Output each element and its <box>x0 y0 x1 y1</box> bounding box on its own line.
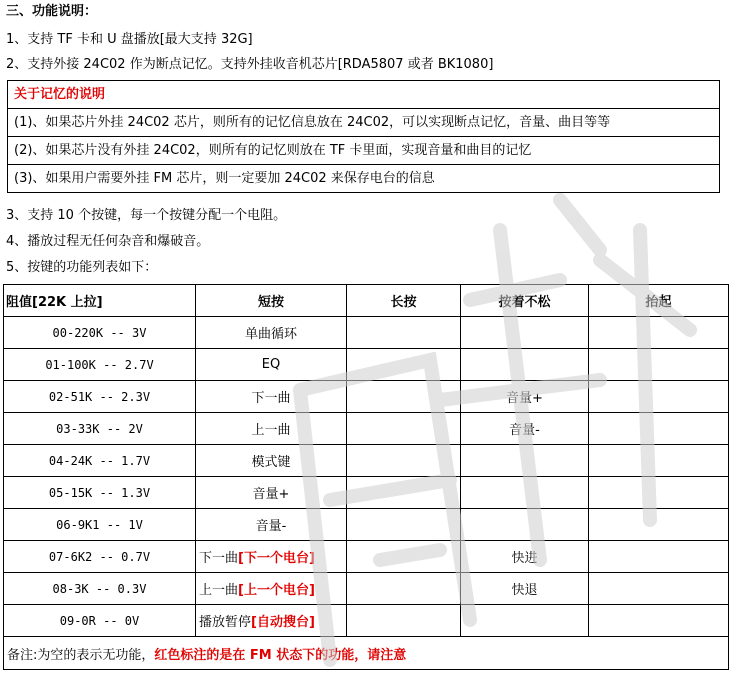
table-note-row <box>4 637 729 670</box>
table-header-row <box>4 285 729 317</box>
short-press-label: 音量- <box>255 519 287 534</box>
table-row <box>4 413 729 445</box>
cell-hold <box>461 605 589 637</box>
table-row <box>4 349 729 381</box>
cell-short-press <box>196 317 347 349</box>
table-row <box>4 605 729 637</box>
cell-hold <box>461 509 589 541</box>
header-long-press: 长按 <box>347 285 461 317</box>
cell-resistance: 06-9K1 -- 1V <box>4 509 196 541</box>
cell-short-press <box>196 413 347 445</box>
cell-long-press <box>347 605 461 637</box>
section-title: 三、功能说明： <box>6 4 98 19</box>
cell-long-press <box>347 381 461 413</box>
cell-release <box>589 413 729 445</box>
feature-3: 3、支持 10 个按键，每一个按键分配一个电阻。 <box>6 208 287 223</box>
short-press-label: 音量+ <box>252 487 290 502</box>
cell-long-press <box>347 445 461 477</box>
cell-hold <box>461 445 589 477</box>
cell-short-press <box>196 381 347 413</box>
short-press-label: 下一曲 <box>199 551 239 566</box>
table-row <box>4 445 729 477</box>
cell-hold <box>461 349 589 381</box>
cell-release <box>589 477 729 509</box>
cell-short-press <box>196 477 347 509</box>
cell-short-press <box>196 509 347 541</box>
table-row <box>4 573 729 605</box>
cell-short-press <box>196 349 347 381</box>
cell-release <box>589 381 729 413</box>
memory-item-3: (3)、如果用户需要外挂 FM 芯片，则一定要加 24C02 来保存电台的信息 <box>8 164 719 192</box>
cell-long-press <box>347 509 461 541</box>
table-row <box>4 541 729 573</box>
note-red: 红色标注的是在 FM 状态下的功能，请注意 <box>154 647 407 663</box>
cell-release <box>589 541 729 573</box>
feature-2: 2、支持外接 24C02 作为断点记忆。支持外挂收音机芯片[RDA5807 或者 BK1080] <box>6 57 494 72</box>
cell-resistance: 09-0R -- 0V <box>4 605 196 637</box>
cell-release <box>589 509 729 541</box>
memory-item-2: (2)、如果芯片没有外挂 24C02，则所有的记忆则放在 TF 卡里面，实现音量和曲目的记忆 <box>8 136 719 164</box>
cell-long-press <box>347 541 461 573</box>
cell-long-press <box>347 317 461 349</box>
short-press-fm-label: [下一个电台] <box>238 551 315 566</box>
table-row <box>4 509 729 541</box>
cell-hold: 音量- <box>461 413 589 445</box>
cell-hold <box>461 477 589 509</box>
cell-resistance: 02-51K -- 2.3V <box>4 381 196 413</box>
feature-4: 4、播放过程无任何杂音和爆破音。 <box>6 234 210 249</box>
cell-short-press <box>196 445 347 477</box>
cell-resistance: 07-6K2 -- 0.7V <box>4 541 196 573</box>
cell-short-press <box>196 605 347 637</box>
short-press-label: 上一曲 <box>199 583 239 598</box>
cell-release <box>589 573 729 605</box>
table-row <box>4 477 729 509</box>
short-press-label: 模式键 <box>251 455 291 470</box>
cell-long-press <box>347 413 461 445</box>
short-press-fm-label: [自动搜台] <box>251 615 315 630</box>
cell-short-press <box>196 541 347 573</box>
table-row <box>4 381 729 413</box>
cell-long-press <box>347 573 461 605</box>
cell-release <box>589 605 729 637</box>
table-row <box>4 317 729 349</box>
cell-hold: 快进 <box>461 541 589 573</box>
memory-box <box>7 80 720 193</box>
cell-resistance: 04-24K -- 1.7V <box>4 445 196 477</box>
cell-resistance: 05-15K -- 1.3V <box>4 477 196 509</box>
key-function-table <box>3 284 729 670</box>
cell-hold: 音量+ <box>461 381 589 413</box>
cell-release <box>589 317 729 349</box>
feature-5: 5、按键的功能列表如下： <box>6 260 158 275</box>
cell-resistance: 08-3K -- 0.3V <box>4 573 196 605</box>
header-hold: 按着不松 <box>461 285 589 317</box>
short-press-fm-label: [上一个电台] <box>238 583 315 598</box>
cell-hold: 快退 <box>461 573 589 605</box>
cell-long-press <box>347 349 461 381</box>
cell-hold <box>461 317 589 349</box>
header-resistance: 阻值[22K 上拉] <box>4 285 196 317</box>
memory-box-title: 关于记忆的说明 <box>14 87 106 102</box>
header-short-press: 短按 <box>196 285 347 317</box>
cell-resistance: 01-100K -- 2.7V <box>4 349 196 381</box>
memory-item-1: (1)、如果芯片外挂 24C02 芯片，则所有的记忆信息放在 24C02，可以实现断点记忆，音量、曲目等等 <box>8 108 719 136</box>
header-release: 抬起 <box>589 285 729 317</box>
short-press-label: 单曲循环 <box>244 327 297 342</box>
cell-short-press <box>196 573 347 605</box>
table-note <box>4 637 729 670</box>
cell-release <box>589 445 729 477</box>
cell-release <box>589 349 729 381</box>
short-press-label: EQ <box>261 357 281 372</box>
note-prefix: 备注:为空的表示无功能， <box>7 647 155 663</box>
feature-1: 1、支持 TF 卡和 U 盘播放[最大支持 32G] <box>6 32 253 47</box>
cell-resistance: 03-33K -- 2V <box>4 413 196 445</box>
short-press-label: 下一曲 <box>251 391 291 406</box>
short-press-label: 播放暂停 <box>199 615 252 630</box>
cell-long-press <box>347 477 461 509</box>
cell-resistance: 00-220K -- 3V <box>4 317 196 349</box>
short-press-label: 上一曲 <box>251 423 291 438</box>
